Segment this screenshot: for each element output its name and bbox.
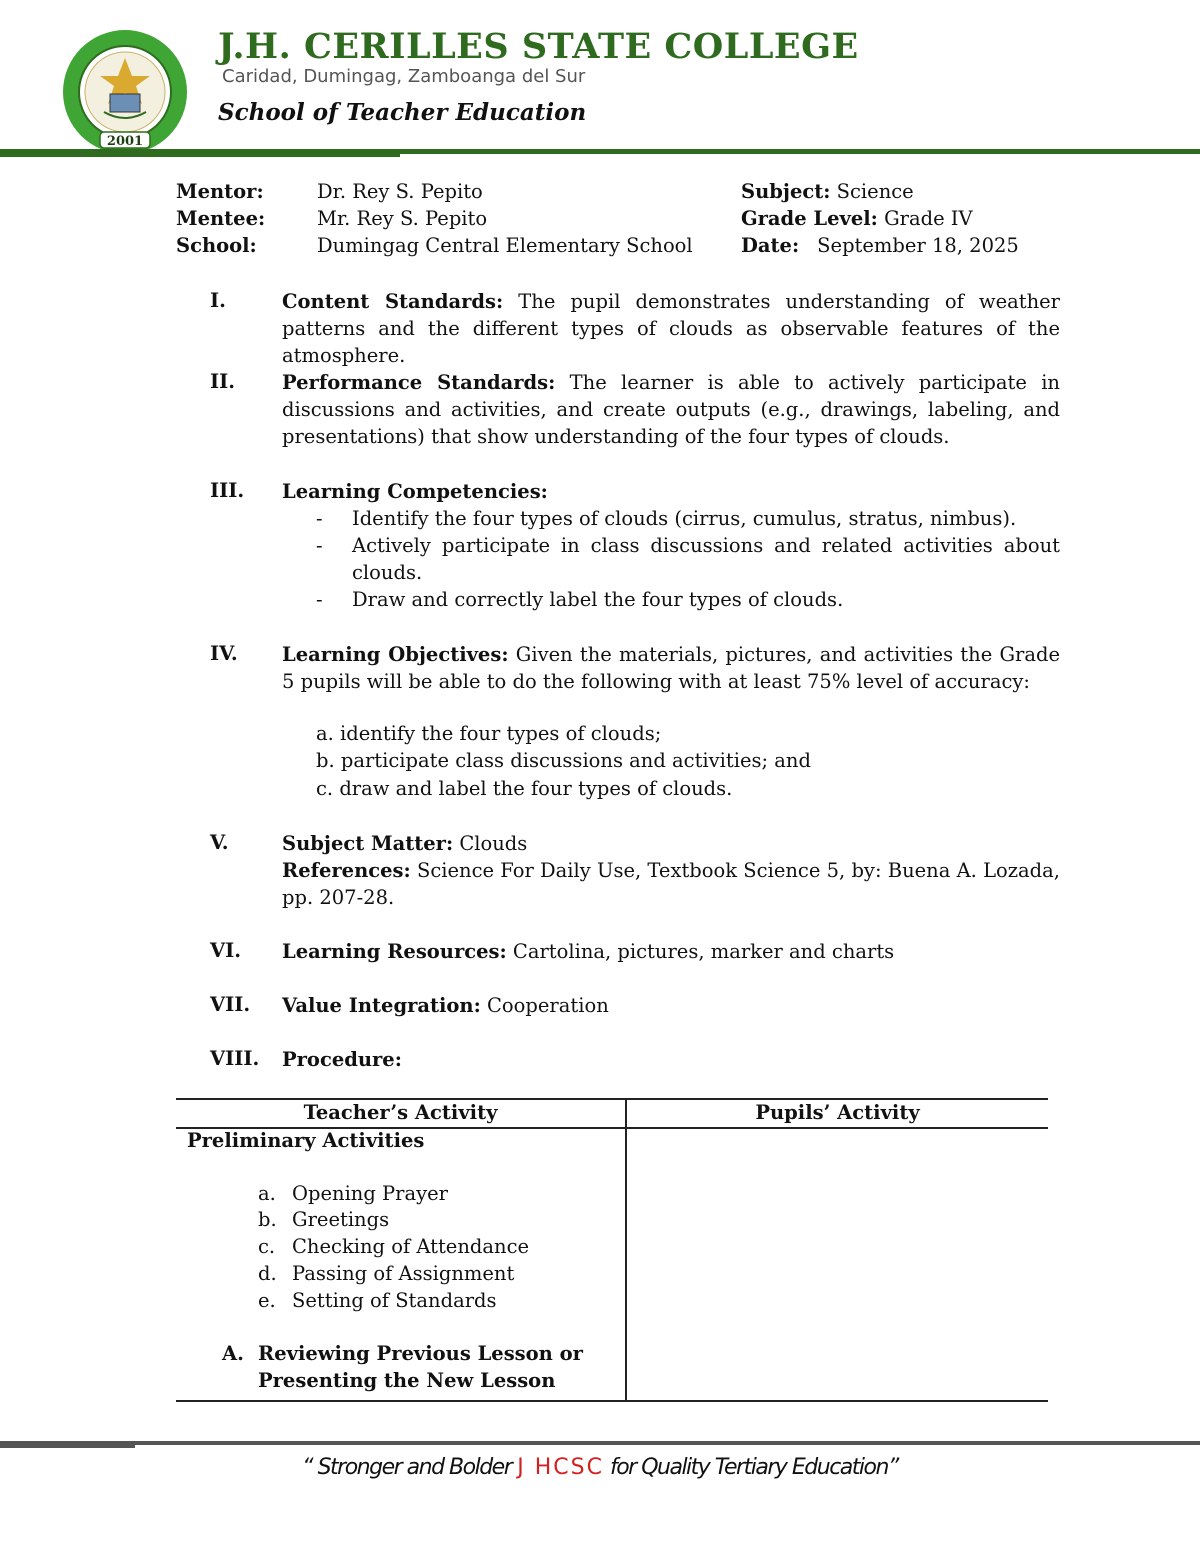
school-label: School: bbox=[176, 234, 257, 257]
mentor-value: Dr. Rey S. Pepito bbox=[317, 180, 483, 203]
section-number: II. bbox=[210, 370, 236, 393]
table-column-divider bbox=[625, 1098, 627, 1402]
list-item-text: Greetings bbox=[292, 1208, 390, 1231]
subject-matter bbox=[282, 830, 1060, 857]
list-marker: c. bbox=[258, 1235, 276, 1258]
list-item-text: Setting of Standards bbox=[292, 1289, 497, 1312]
section-number: IV. bbox=[210, 642, 238, 665]
objective-item: b. participate class discussions and activities; and bbox=[316, 749, 811, 772]
learning-resources bbox=[282, 938, 1060, 965]
section-number: VIII. bbox=[210, 1047, 260, 1070]
procedure-table bbox=[176, 1098, 1048, 1402]
section-title: Performance Standards: bbox=[282, 371, 556, 394]
section-text: Cooperation bbox=[480, 994, 609, 1017]
list-item: - Draw and correctly label the four types of clouds. bbox=[316, 586, 1060, 613]
footer-divider bbox=[0, 1440, 1200, 1450]
motto-open: “ Stronger and Bolder bbox=[302, 1455, 512, 1480]
list-item-text: Checking of Attendance bbox=[292, 1235, 530, 1258]
table-border-top bbox=[176, 1098, 1048, 1100]
section-title: Value Integration: bbox=[282, 994, 481, 1017]
college-name: J.H. CERILLES STATE COLLEGE bbox=[218, 26, 859, 67]
objective-item: c. draw and label the four types of clouds. bbox=[316, 777, 733, 800]
section-text: Cartolina, pictures, marker and charts bbox=[506, 940, 895, 963]
list-marker: a. bbox=[258, 1182, 276, 1205]
references-text: Science For Daily Use, Textbook Science 5, by: Buena A. Lozada, pp. 207-28. bbox=[282, 859, 1060, 909]
list-item: - Identify the four types of clouds (cirrus, cumulus, stratus, nimbus). bbox=[316, 505, 1060, 532]
learning-objectives bbox=[282, 641, 1060, 695]
section-text: Clouds bbox=[453, 832, 528, 855]
section-text: The pupil demonstrates understanding of weather patterns and the different types of clouds as observable features of the atmosphere. bbox=[282, 290, 1060, 367]
subject-value: Science bbox=[836, 180, 914, 203]
date-value: September 18, 2025 bbox=[817, 234, 1019, 257]
references-title: References: bbox=[282, 859, 411, 882]
table-header-pupils: Pupils’ Activity bbox=[755, 1101, 920, 1124]
college-motto bbox=[0, 1455, 1200, 1480]
section-text: Given the materials, pictures, and activities the Grade 5 pupils will be able to do the following with at least 75% level of accuracy: bbox=[282, 643, 1060, 693]
table-border-bottom bbox=[176, 1400, 1048, 1402]
logo-year-text: 2001 bbox=[106, 134, 144, 149]
grade-level-value: Grade IV bbox=[884, 207, 973, 230]
table-header-teacher: Teacher’s Activity bbox=[303, 1101, 498, 1124]
list-item: - Actively participate in class discussions and related activities about clouds. bbox=[316, 534, 1060, 584]
mentee-label: Mentee: bbox=[176, 207, 266, 230]
list-marker: e. bbox=[258, 1289, 276, 1312]
mentor-label: Mentor: bbox=[176, 180, 264, 203]
motto-acronym: J HCSC bbox=[517, 1455, 604, 1480]
list-item-text: Opening Prayer bbox=[292, 1182, 448, 1205]
learning-competencies-title bbox=[282, 478, 1060, 505]
date-label: Date: bbox=[741, 234, 800, 257]
review-line-2: Presenting the New Lesson bbox=[258, 1369, 556, 1392]
college-seal-logo bbox=[60, 28, 190, 156]
mentee-value: Mr. Rey S. Pepito bbox=[317, 207, 488, 230]
list-item-text: Actively participate in class discussions and related activities about clouds. bbox=[352, 534, 1060, 584]
procedure bbox=[282, 1046, 1060, 1073]
header-divider bbox=[0, 144, 1200, 158]
motto-close: for Quality Tertiary Education” bbox=[609, 1455, 898, 1480]
list-item-text: Passing of Assignment bbox=[292, 1262, 515, 1285]
value-integration bbox=[282, 992, 1060, 1019]
objective-item: a. identify the four types of clouds; bbox=[316, 722, 662, 745]
review-line-1: Reviewing Previous Lesson or bbox=[258, 1342, 583, 1365]
list-marker: d. bbox=[258, 1262, 277, 1285]
section-title: Learning Competencies: bbox=[282, 480, 548, 503]
subject-label: Subject: bbox=[741, 180, 831, 203]
section-number: III. bbox=[210, 479, 245, 502]
section-number: V. bbox=[210, 831, 229, 854]
list-marker: b. bbox=[258, 1208, 277, 1231]
list-item-text: Identify the four types of clouds (cirrus, cumulus, stratus, nimbus). bbox=[352, 507, 1017, 530]
grade-level-label: Grade Level: bbox=[741, 207, 878, 230]
section-number: VII. bbox=[210, 993, 251, 1016]
section-title: Learning Objectives: bbox=[282, 643, 509, 666]
section-number: I. bbox=[210, 289, 226, 312]
section-title: Learning Resources: bbox=[282, 940, 507, 963]
list-item-text: Draw and correctly label the four types of clouds. bbox=[352, 588, 844, 611]
section-title: Content Standards: bbox=[282, 290, 504, 313]
college-address: Caridad, Dumingag, Zamboanga del Sur bbox=[222, 66, 586, 87]
content-standards bbox=[282, 288, 1060, 369]
section-text: The learner is able to actively participate in discussions and activities, and create outputs (e.g., drawings, labeling, and presentations) that show understanding of the four types of clouds. bbox=[282, 371, 1060, 448]
section-number: VI. bbox=[210, 939, 242, 962]
list-marker: A. bbox=[222, 1342, 244, 1365]
school-name: School of Teacher Education bbox=[218, 99, 587, 126]
performance-standards bbox=[282, 369, 1060, 450]
preliminary-activities-heading: Preliminary Activities bbox=[187, 1129, 425, 1152]
references bbox=[282, 857, 1060, 911]
section-title: Procedure: bbox=[282, 1048, 402, 1071]
school-value: Dumingag Central Elementary School bbox=[317, 234, 693, 257]
section-title: Subject Matter: bbox=[282, 832, 454, 855]
